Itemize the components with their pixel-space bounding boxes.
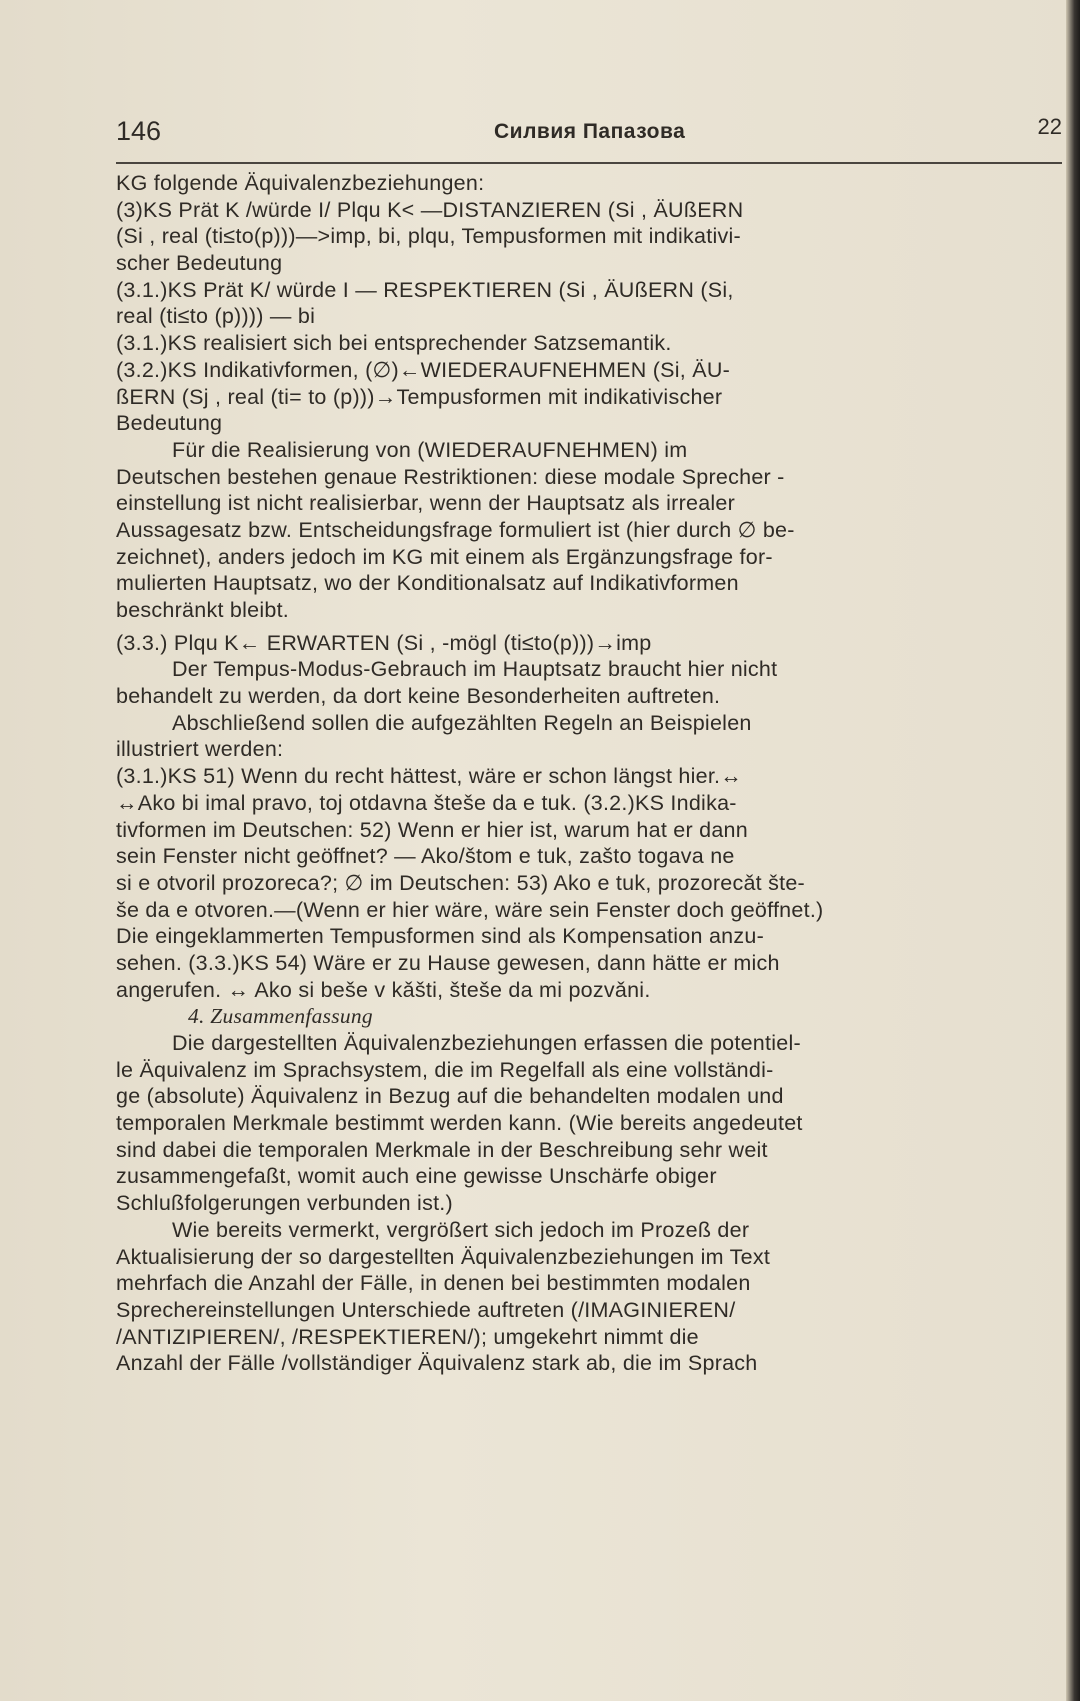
header-right-number: 22 xyxy=(1037,114,1062,139)
body-text xyxy=(116,170,1062,1377)
text-line: še da e otvoren.—(Wenn er hier wäre, wäre sein Fenster doch geöffnet.) xyxy=(116,897,824,922)
text-line: KG folgende Äquivalenzbeziehungen: xyxy=(116,171,485,195)
text-line: (3.3.) Plqu K← ERWARTEN (Si , -mögl (ti≤to(p)))→imp xyxy=(116,630,652,655)
text-line: Bedeutung xyxy=(116,411,223,436)
text-line: angerufen. ↔ Ako si beše v kǎšti, šteše da mi pozvǎni. xyxy=(116,977,651,1002)
text-line: ↔Ako bi imal pravo, toj otdavna šteše da e tuk. (3.2.)KS Indika- xyxy=(116,790,737,815)
text-line: Aktualisierung der so dargestellten Äquivalenzbeziehungen im Text xyxy=(116,1244,771,1269)
book-edge-shadow xyxy=(1066,0,1080,1701)
text-line: si e otvoril prozoreca?; ∅ im Deutschen: 53) Ako e tuk, prozorecǎt šte- xyxy=(116,870,805,895)
text-line: Deutschen bestehen genaue Restriktionen: diese modale Sprecher - xyxy=(116,464,785,489)
text-line: einstellung ist nicht realisierbar, wenn der Hauptsatz als irrealer xyxy=(116,491,736,516)
page-header xyxy=(116,112,1062,162)
text-line: Anzahl der Fälle /vollständiger Äquivalenz stark ab, die im Sprach xyxy=(116,1351,758,1376)
text-line: (3.2.)KS Indikativformen, (∅)←WIEDERAUFNEHMEN (Si, ÄU- xyxy=(116,357,731,382)
text-line: Die dargestellten Äquivalenzbeziehungen erfassen die potentiel- xyxy=(172,1031,801,1055)
text-line: Sprechereinstellungen Unterschiede auftreten (/IMAGINIEREN/ xyxy=(116,1297,736,1322)
text-line: /ANTIZIPIEREN/, /RESPEKTIEREN/); umgekehrt nimmt die xyxy=(116,1324,699,1349)
text-line: sind dabei die temporalen Merkmale in der Beschreibung sehr weit xyxy=(116,1137,768,1162)
text-line: (3)KS Prät K /würde I/ Plqu K< —DISTANZIEREN (Si , ÄUßERN xyxy=(116,197,744,222)
text-line: (3.1.)KS 51) Wenn du recht hättest, wäre er schon längst hier.↔ xyxy=(116,764,743,789)
page-number: 146 xyxy=(116,116,162,146)
text-line: Schlußfolgerungen verbunden ist.) xyxy=(116,1191,453,1216)
text-line: zeichnet), anders jedoch im KG mit einem als Ergänzungsfrage for- xyxy=(116,544,773,569)
text-line: mulierten Hauptsatz, wo der Konditionalsatz auf Indikativformen xyxy=(116,571,739,596)
text-line: ge (absolute) Äquivalenz in Bezug auf die behandelten modalen und xyxy=(116,1084,784,1109)
running-head-author: Силвия Папазова xyxy=(494,120,686,143)
text-line: scher Bedeutung xyxy=(116,251,283,276)
text-line: mehrfach die Anzahl der Fälle, in denen bei bestimmten modalen xyxy=(116,1271,751,1296)
section-heading: 4. Zusammenfassung xyxy=(188,1004,373,1029)
header-rule xyxy=(116,162,1062,164)
text-line: ßERN (Sj , real (ti= to (p)))→Tempusformen mit indikativischer xyxy=(116,384,723,409)
text-line: Für die Realisierung von (WIEDERAUFNEHMEN) im xyxy=(172,437,688,462)
text-line: illustriert werden: xyxy=(116,737,284,762)
text-line: sehen. (3.3.)KS 54) Wäre er zu Hause gewesen, dann hätte er mich xyxy=(116,950,780,975)
text-line: real (ti≤to (p)))) — bi xyxy=(116,304,316,329)
text-line: Die eingeklammerten Tempusformen sind als Kompensation anzu- xyxy=(116,924,764,949)
text-line: Wie bereits vermerkt, vergrößert sich jedoch im Prozeß der xyxy=(172,1217,750,1242)
text-line: sein Fenster nicht geöffnet? — Ako/štom e tuk, zašto togava ne xyxy=(116,844,735,869)
text-line: Der Tempus-Modus-Gebrauch im Hauptsatz braucht hier nicht xyxy=(172,657,778,682)
text-line: tivformen im Deutschen: 52) Wenn er hier ist, warum hat er dann xyxy=(116,817,748,842)
text-line: zusammengefaßt, womit auch eine gewisse Unschärfe obiger xyxy=(116,1164,717,1189)
text-line: (Si , real (ti≤to(p)))—>imp, bi, plqu, Tempusformen mit indikativi- xyxy=(116,224,741,249)
text-line: behandelt zu werden, da dort keine Besonderheiten auftreten. xyxy=(116,684,721,709)
text-line: Abschließend sollen die aufgezählten Regeln an Beispielen xyxy=(172,710,752,735)
text-line: (3.1.)KS realisiert sich bei entsprechender Satzsemantik. xyxy=(116,331,672,356)
text-line: beschränkt bleibt. xyxy=(116,598,290,622)
text-line: le Äquivalenz im Sprachsystem, die im Regelfall als eine vollständi- xyxy=(116,1057,774,1082)
text-line: (3.1.)KS Prät K/ würde I — RESPEKTIEREN (Si , ÄUßERN (Si, xyxy=(116,277,734,302)
text-line: Aussagesatz bzw. Entscheidungsfrage formuliert ist (hier durch ∅ be- xyxy=(116,517,795,542)
text-line: temporalen Merkmale bestimmt werden kann. (Wie bereits angedeutet xyxy=(116,1111,803,1136)
